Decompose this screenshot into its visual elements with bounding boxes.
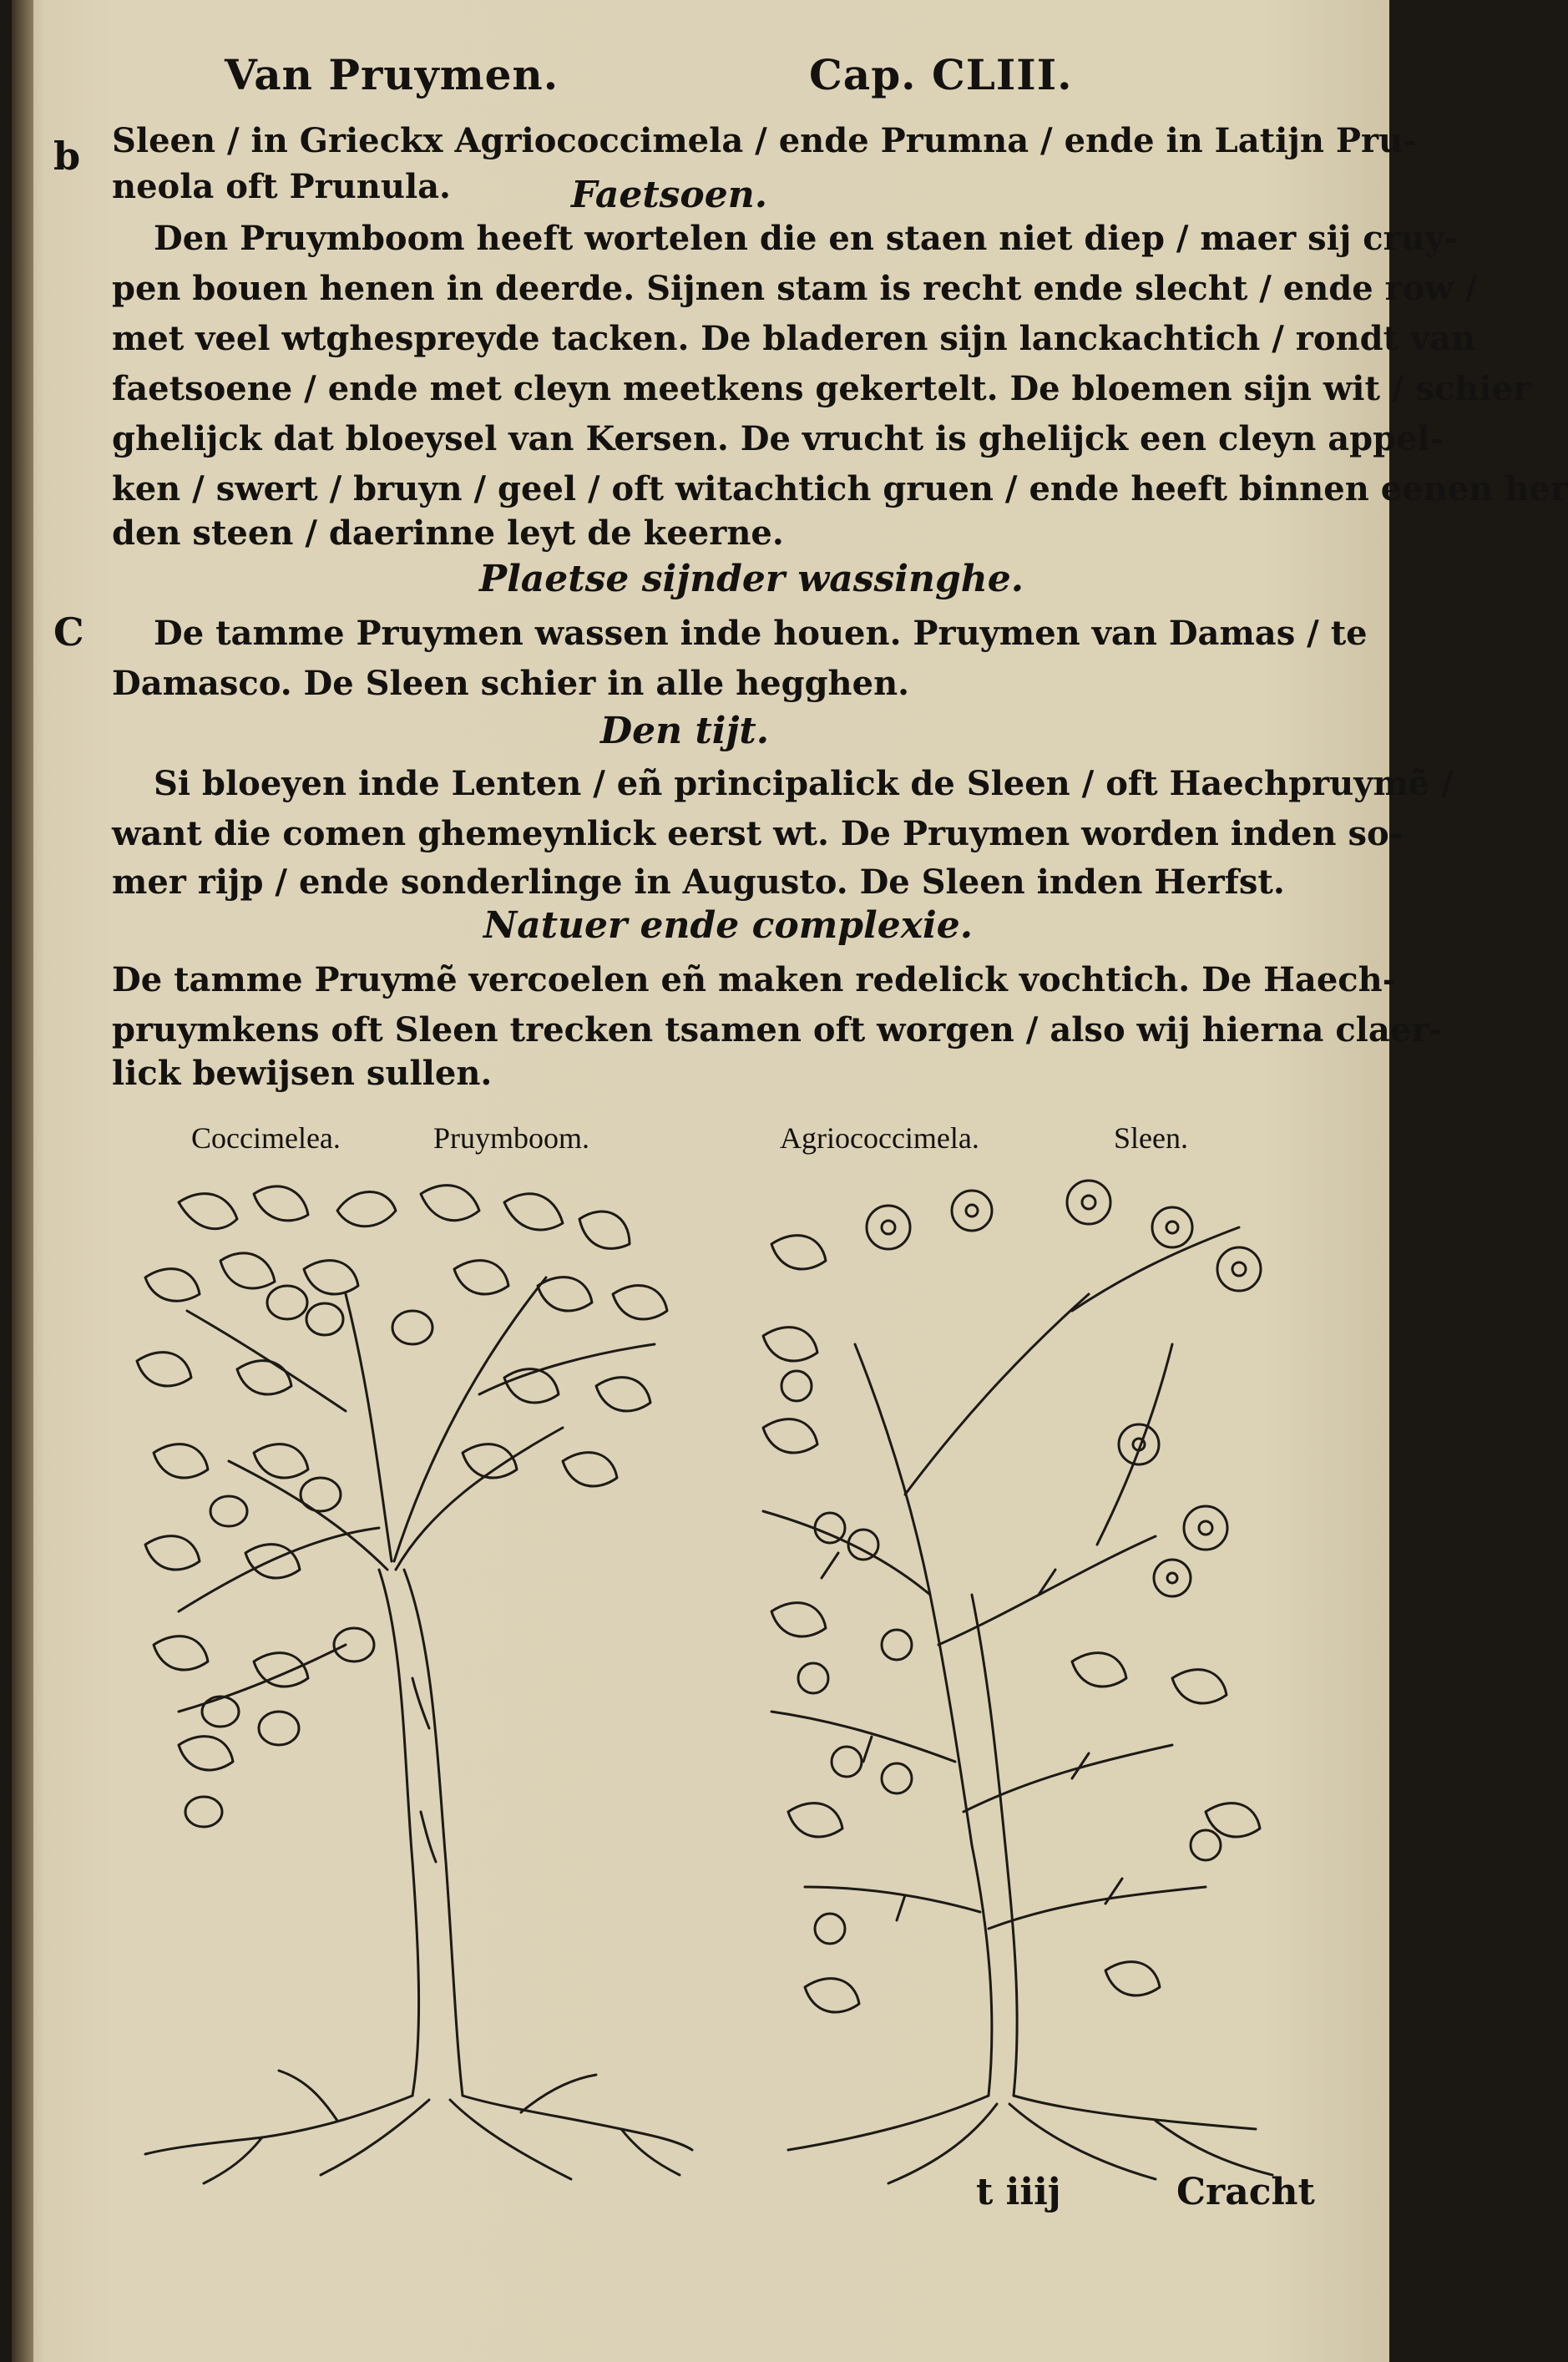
figure-caption-latin: Coccimelea. (191, 1121, 341, 1155)
text-line: met veel wtghespreyde tacken. De bladeren sijn lanckachtich / rondt van (112, 319, 1476, 358)
sloe-bush-woodcut (738, 1177, 1314, 2204)
plum-tree-woodcut (129, 1177, 696, 2196)
figure-caption-latin: Agriococcimela. (780, 1121, 979, 1155)
running-header-left: Van Pruymen. (225, 50, 559, 99)
text-line: ghelijck dat bloeysel van Kersen. De vrucht is ghelijck een cleyn appel- (112, 419, 1444, 458)
margin-marker-b: b (53, 134, 81, 179)
text-line: want die comen ghemeynlick eerst wt. De Pruymen worden inden so- (112, 814, 1404, 853)
text-line: De tamme Pruymẽ vercoelen eñ maken redelick vochtich. De Haech- (112, 960, 1397, 999)
text-line: De tamme Pruymen wassen inde houen. Pruymen van Damas / te (154, 614, 1368, 653)
section-heading: Faetsoen. (571, 174, 768, 216)
text-line: pruymkens oft Sleen trecken tsamen oft worgen / also wij hierna claer- (112, 1010, 1443, 1049)
book-page (12, 0, 1568, 2362)
section-heading: Plaetse sijnder wassinghe. (479, 558, 1024, 600)
text-line: lick bewijsen sullen. (112, 1054, 493, 1093)
running-header-right: Cap. CLIII. (809, 50, 1073, 99)
text-line: Den Pruymboom heeft wortelen die en staen niet diep / maer sij cruy- (154, 219, 1459, 258)
signature-mark: t iiij (976, 2171, 1061, 2213)
catchword: Cracht (1176, 2171, 1315, 2213)
text-line: den steen / daerinne leyt de keerne. (112, 513, 784, 553)
section-heading: Natuer ende complexie. (483, 904, 974, 947)
figure-caption-dutch: Pruymboom. (433, 1121, 590, 1155)
section-heading: Den tijt. (600, 710, 770, 752)
text-line: Sleen / in Grieckx Agriococcimela / ende Prumna / ende in Latijn Pru- (112, 121, 1417, 160)
page-gutter (12, 0, 33, 2362)
text-line: ken / swert / bruyn / geel / oft witachtich gruen / ende heeft binnen eenen her (112, 469, 1568, 508)
text-line: Si bloeyen inde Lenten / eñ principalick de Sleen / oft Haechpruymẽ / (154, 764, 1454, 803)
text-line: Damasco. De Sleen schier in alle hegghen. (112, 664, 910, 703)
text-line: neola oft Prunula. (112, 167, 451, 206)
text-line: mer rijp / ende sonderlinge in Augusto. De Sleen inden Herfst. (112, 862, 1285, 902)
figure-caption-dutch: Sleen. (1114, 1121, 1188, 1155)
text-line: faetsoene / ende met cleyn meetkens gekertelt. De bloemen sijn wit / schier (112, 369, 1531, 408)
margin-marker-c: C (53, 609, 84, 655)
text-line: pen bouen henen in deerde. Sijnen stam is recht ende slecht / ende row / (112, 269, 1478, 308)
